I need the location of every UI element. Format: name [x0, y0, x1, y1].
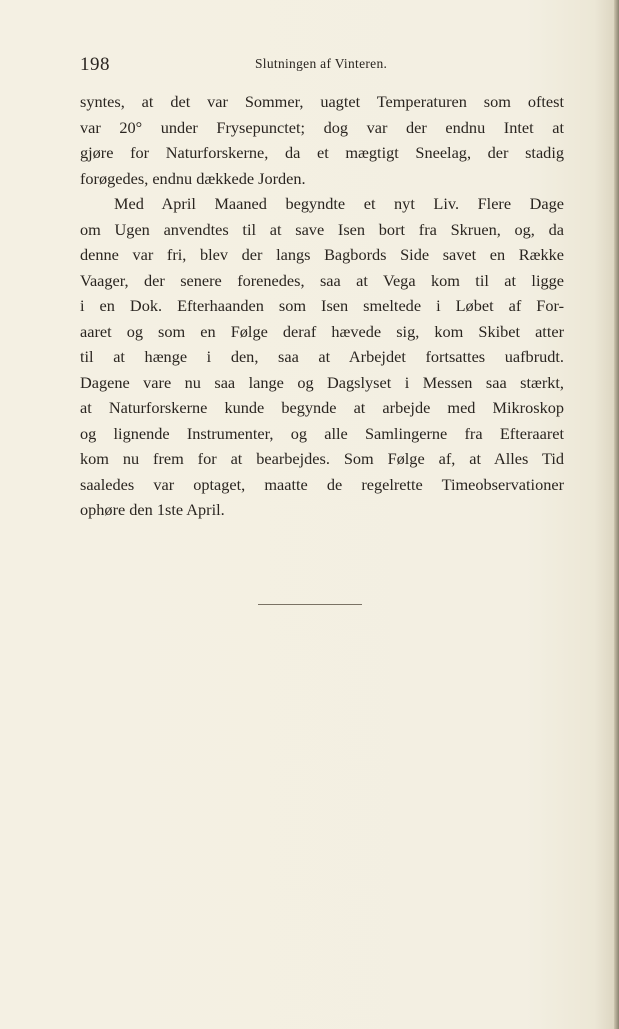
text-line: at Naturforskerne kunde begynde at arbejde med Mikroskop: [80, 398, 564, 417]
text-line: ophøre den 1ste April.: [80, 500, 225, 519]
text-line: og lignende Instrumenter, og alle Samlingerne fra Efteraaret: [80, 423, 564, 443]
running-head: Slutningen af Vinteren.: [255, 56, 388, 71]
page-edge: [614, 0, 619, 1029]
page-header: [80, 50, 570, 80]
text-line: Vaager, der senere forenedes, saa at Vega kom til at ligge: [80, 270, 564, 290]
text-line: syntes, at det var Sommer, uagtet Temperaturen som oftest: [80, 92, 564, 111]
page-number: 198: [80, 54, 110, 75]
text-line: denne var fri, blev der langs Bagbords Side savet en Række: [80, 245, 564, 264]
text-line: i en Dok. Efterhaanden som Isen smeltede i Løbet af For-: [80, 296, 564, 315]
text-line: Med April Maaned begyndte et nyt Liv. Flere Dage: [114, 194, 564, 213]
text-line: om Ugen anvendtes til at save Isen bort fra Skruen, og, da: [80, 219, 564, 239]
text-line: saaledes var optaget, maatte de regelrette Timeobservationer: [80, 474, 564, 494]
text-line: var 20° under Frysepunctet; dog var der endnu Intet at: [80, 117, 564, 137]
section-divider: [258, 604, 362, 605]
text-line: til at hænge i den, saa at Arbejdet fortsattes uafbrudt.: [80, 347, 564, 366]
text-line: gjøre for Naturforskerne, da et mægtigt Sneelag, der stadig: [80, 143, 564, 162]
text-line: forøgedes, endnu dækkede Jorden.: [80, 168, 306, 188]
text-line: aaret og som en Følge deraf hævede sig, kom Skibet atter: [80, 321, 564, 341]
text-line: Dagene vare nu saa lange og Dagslyset i Messen saa stærkt,: [80, 372, 564, 392]
text-line: kom nu frem for at bearbejdes. Som Følge af, at Alles Tid: [80, 449, 564, 468]
body-text: [80, 89, 564, 523]
